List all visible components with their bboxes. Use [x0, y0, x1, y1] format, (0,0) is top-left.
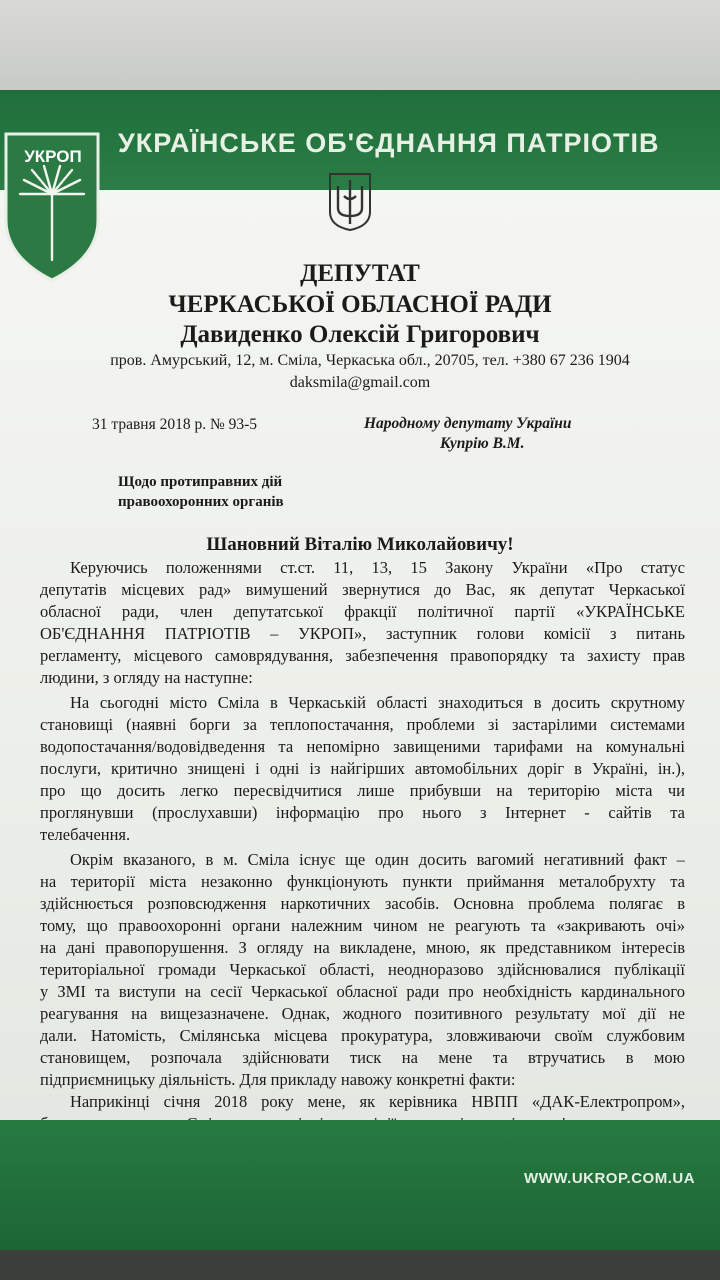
footer-website: WWW.UKROP.COM.UA	[524, 1170, 696, 1187]
body-line: на території міста незаконно функціонують пункти приймання металобрухту та	[40, 872, 685, 891]
trident-coat-of-arms-icon	[326, 172, 374, 232]
letterhead-email: daksmila@gmail.com	[289, 374, 431, 391]
body-line: Керуючись положеннями ст.ст. 11, 13, 15 Закону України «Про статус	[70, 558, 685, 577]
body-line: ОБ'ЄДНАННЯ ПАТРІОТІВ – УКРОП», заступник голови комісії з питань	[40, 624, 685, 643]
body-line: Окрім вказаного, в м. Сміла існує ще один досить вагомий негативний факт –	[70, 850, 685, 869]
body-line: на дані правопорушення. З огляду на викладене, мною, як представником інтересів	[40, 938, 685, 957]
body-line: у ЗМІ та виступи на сесії Черкаської обласної ради про необхідність кардинального	[40, 982, 685, 1001]
body-line: про що досить легко пересвідчитися лише прибувши на територію міста чи	[40, 781, 685, 800]
body-line: підприємницьку діяльність. Для прикладу навожу конкретні факти:	[40, 1070, 516, 1089]
letterhead-title: ДЕПУТАТ	[300, 260, 420, 287]
body-line: Наприкінці січня 2018 року мене, як керівника НВПП «ДАК-Електропром»,	[70, 1092, 685, 1111]
body-line: телебачення.	[40, 825, 131, 844]
photo-background-top	[0, 0, 720, 90]
photo-background-bottom	[0, 1250, 720, 1280]
recipient-title: Народному депутату України	[364, 415, 572, 432]
body-line: проглянувши (прослухавши) інформацію про нього з Інтернет - сайтів та	[40, 803, 685, 822]
letter-page	[0, 90, 720, 1250]
body-line: дали. Натомість, Смілянська місцева прокуратура, зловживаючи своїм службовим	[40, 1026, 685, 1045]
body-line: територіальної громади Черкаської області, неодноразово здійснювалися публікації	[40, 960, 685, 979]
greeting: Шановний Віталію Миколайовичу!	[206, 534, 514, 555]
logo-text: УКРОП	[24, 147, 82, 166]
body-line: регламенту, місцевого самоврядування, забезпечення правопорядку та захисту прав	[40, 646, 685, 665]
recipient-name: Купрію В.М.	[440, 435, 525, 452]
letterhead-name: Давиденко Олексій Григорович	[180, 321, 540, 348]
body-line: здійснюється розповсюдження наркотичних засобів. Основна проблема полягає в	[40, 894, 685, 913]
body-line: обласної ради, член депутатської фракції політичної партії «УКРАЇНСЬКЕ	[40, 602, 685, 621]
body-line: водопостачання/водовідведення та непомірно завищеними тарифами на комунальні	[40, 737, 685, 756]
body-line: людини, з огляду на наступне:	[40, 668, 253, 687]
subject-line-1: Щодо протиправних дій	[118, 474, 283, 490]
body-line: На сьогодні місто Сміла в Черкаській області знаходиться в досить скрутному	[70, 693, 685, 712]
body-line: становищем, розпочала здійснювати тиск на мене та втручатись в мою	[40, 1048, 685, 1067]
body-line: послуги, критично знищені і одні із найгірших автомобільних доріг в Україні, ін.),	[40, 759, 685, 778]
letterhead-address: пров. Амурський, 12, м. Сміла, Черкаська обл., 20705, тел. +380 67 236 1904	[110, 352, 630, 369]
body-line: реагування на вищезазначене. Однак, жодного позитивного результату мої дії не	[40, 1004, 685, 1023]
body-line: тому, що правоохоронні органи належним чином не реагують та «закривають очі»	[40, 916, 685, 935]
body-line: становищі (наявні борги за теплопостачання, проблеми зі застарілими системами	[40, 715, 685, 734]
subject-line-2: правоохоронних органів	[118, 494, 284, 510]
party-title: УКРАЇНСЬКЕ ОБ'ЄДНАННЯ ПАТРІОТІВ	[118, 128, 660, 158]
date-number: 31 травня 2018 р. № 93-5	[92, 416, 258, 433]
letterhead-council: ЧЕРКАСЬКОЇ ОБЛАСНОЇ РАДИ	[168, 291, 552, 318]
body-line: депутатів місцевих рад» вимушений звернутися до Вас, як депутат Черкаської	[40, 580, 685, 599]
